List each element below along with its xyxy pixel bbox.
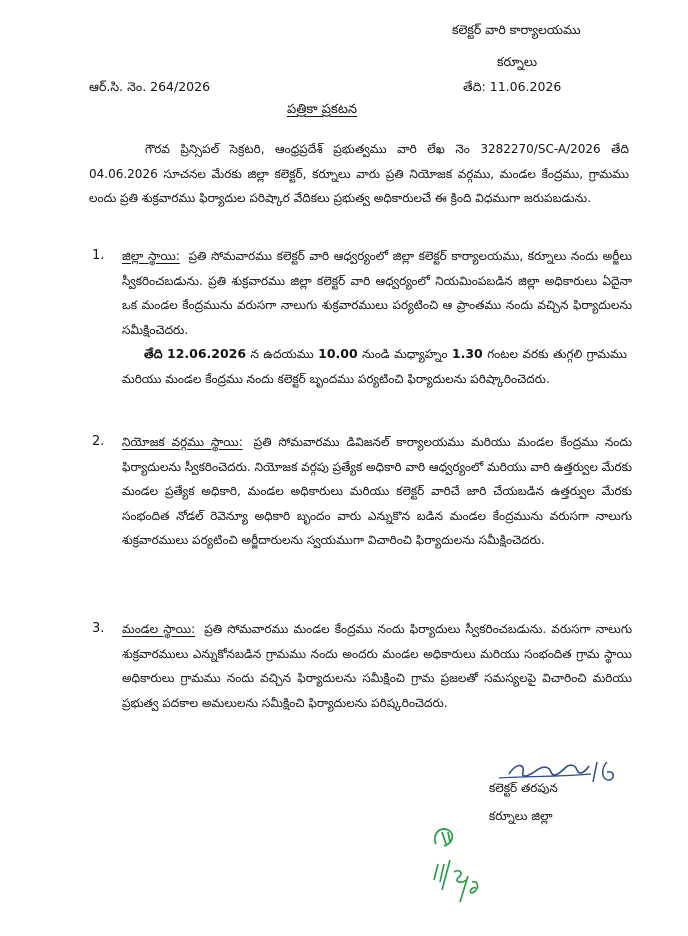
- schedule-text-3: గంటల వరకు తుగ్గలి గ్రామము మరియు మండల కేంద్రము నందు కలెక్టర్ బృందము పర్యటించి ఫిర్యాదులను పరిష్కారించెదరు.: [122, 347, 627, 386]
- signature-district: కర్నూలు జిల్లా: [489, 809, 553, 823]
- item-text: ప్రతి సోమవారము మండల కేంద్రము నందు ఫిర్యాదులు స్వీకరించబడును. వరుసగా నాలుగు శుక్రవారములు ఎన్నుకోనబడిన గ్రామము నందు అందరు మండల అధికారులు మరియు సంభందిత గ్రామ స్థాయి అధికారులు గ్రామము నందు వచ్చిన ఫిర్యాదులను సమీక్షించి గ్రామ ప్రజలతో సమస్యలపై విచారించి మరియు ప్రభుత్వ పదకాల అమలులను సమీక్షించి ఫిర్యాదులను పరిష్కరించెదరు.: [122, 622, 632, 710]
- schedule-start-time: 10.00: [318, 346, 358, 361]
- schedule-text-2: నుండి మధ్యాహ్నం: [362, 347, 448, 361]
- item-text: ప్రతి సోమవారము డివిజనల్ కార్యాలయము మరియు మండల కేంద్రము నందు ఫిర్యాదులను స్వీకరించెదరు. నియోజక వర్గపు ప్రత్యేక అధికారి వారి ఆధ్వర్యంలో మరియు వారి ఉత్తర్వుల మేరకు మండల ప్రత్యేక అధికారి, మండల అధికారులు మరియు కలెక్టర్ వారిచే జారి చేయబడిన ఉత్తర్వుల మేరకు సంభందిత నోడల్ రెవెన్యూ అధికారి బృందం వారు ఎన్నుకొన బడిన మండల కేంద్రమును వరుసగా నాలుగు శుక్రవారములు పర్యటించి అర్జీదారులను స్వయముగా విచారించి ఫిర్యాదులను సమీక్షించెదరు.: [122, 435, 632, 547]
- reference-number: ఆర్.సి. నెం. 264/2026: [89, 79, 211, 94]
- schedule-prefix: తేది: [144, 346, 163, 361]
- green-initials-mark: [418, 820, 488, 910]
- item-number: 2.: [92, 434, 105, 449]
- schedule-paragraph: [122, 342, 627, 391]
- item-heading: జిల్లా స్థాయి:: [122, 249, 180, 263]
- office-name: కలెక్టర్ వారి కార్యాలయము: [452, 22, 581, 37]
- item-body: [122, 244, 632, 342]
- item-body: [122, 430, 632, 553]
- schedule-end-time: 1.30: [451, 346, 483, 361]
- item-heading: నియోజక వర్గము స్థాయి:: [122, 435, 243, 449]
- schedule-date: 12.06.2026: [167, 346, 247, 361]
- schedule-text-1: న ఉదయము: [250, 347, 314, 361]
- document-date: తేది: 11.06.2026: [463, 79, 562, 94]
- signature-designation: కలెక్టర్ తరపున: [489, 781, 558, 795]
- item-number: 3.: [92, 621, 105, 636]
- item-text: ప్రతి సోమవారము కలెక్టర్ వారి ఆధ్వర్యంలో జిల్లా కలెక్టర్ కార్యాలయము, కర్నూలు నందు అర్జీలు స్వీకరించబడును. ప్రతి శుక్రవారము జిల్లా కలెక్టర్ వారి ఆధ్వర్యంలో నియమింపబడిన జిల్లా అధికారులు ఏదైనా ఒక మండల కేంద్రమును వరుసగా నాలుగు శుక్రవారములు పర్యటించి ఆ ప్రాంతము నందు వచ్చిన ఫిర్యాదులను సమీక్షించెదరు.: [122, 249, 632, 337]
- item-body: [122, 617, 632, 715]
- item-heading: మండల స్థాయి:: [122, 622, 196, 636]
- page-title: పత్రికా ప్రకటన: [287, 102, 358, 117]
- intro-paragraph: గౌరవ ప్రిన్సిపల్ సెక్రటరి, ఆంధ్రప్రదేశ్ ప్రభుత్వము వారి లేఖ నెం 3282270/SC-A/2026 తేది 04.06.2026 సూచనల మేరకు జిల్లా కలెక్టర్, కర్నూలు వారు ప్రతి నియోజక వర్గము, మండల కేంద్రము, గ్రామము లందు ప్రతి శుక్రవారము ఫిర్యాదుల పరిష్కార వేదికలు ప్రభుత్వ అధికారులచే ఈ క్రింది విధముగా జరుపబడును.: [89, 142, 629, 205]
- office-city: కర్నూలు: [497, 54, 538, 69]
- item-number: 1.: [92, 248, 105, 263]
